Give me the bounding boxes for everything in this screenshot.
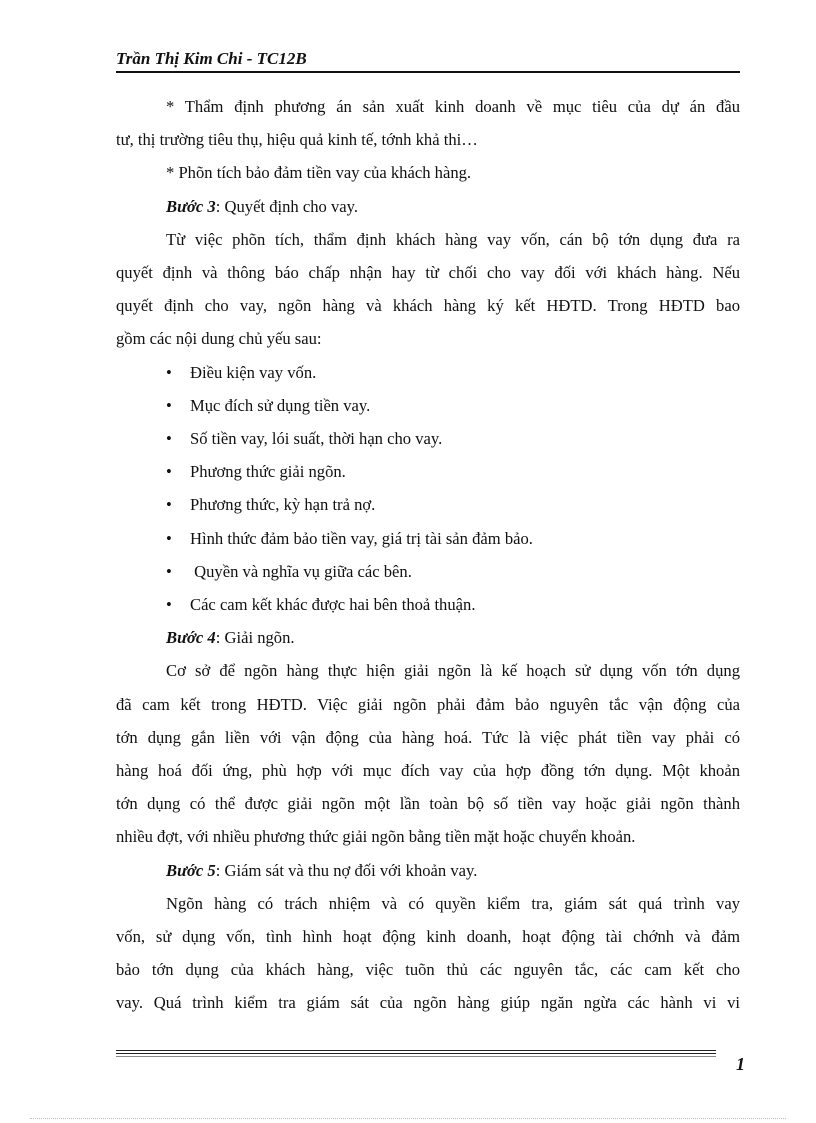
- step-label: Bước 3: [166, 196, 216, 216]
- paragraph-line: đã cam kết trong HĐTD. Việc giải ngõn phải đảm bảo nguyên tắc vận động của: [116, 694, 740, 714]
- paragraph-line: vay. Quá trình kiểm tra giám sát của ngõn hàng giúp ngăn ngừa các hành vi vi: [116, 993, 740, 1013]
- paragraph-line: Cơ sở để ngõn hàng thực hiện giải ngõn là kế hoạch sử dụng vốn tớn dụng: [166, 661, 740, 681]
- step-text: : Quyết định cho vay.: [215, 196, 358, 216]
- paragraph-line: Từ việc phõn tích, thẩm định khách hàng vay vốn, cán bộ tớn dụng đưa ra: [166, 229, 740, 249]
- step-label: Bước 5: [166, 860, 216, 880]
- page-edge-divider: [30, 1118, 786, 1119]
- paragraph-line: gồm các nội dung chủ yếu sau:: [116, 329, 322, 349]
- footer-rule: [116, 1050, 716, 1057]
- paragraph-line: * Thẩm định phương án sản xuất kinh doanh về mục tiêu của dự án đầu: [166, 97, 740, 116]
- page-number: 1: [736, 1054, 745, 1074]
- paragraph-line: quyết định cho vay, ngõn hàng và khách hàng ký kết HĐTD. Trong HĐTD bao: [116, 296, 740, 316]
- list-item: • Hình thức đảm bảo tiền vay, giá trị tài sản đảm bảo.: [116, 522, 740, 555]
- paragraph-line: tớn dụng có thể được giải ngõn một lần toàn bộ số tiền vay hoặc giải ngõn thành: [116, 794, 740, 814]
- list-item: • Mục đích sử dụng tiền vay.: [116, 389, 740, 422]
- step-text: : Giải ngõn.: [215, 628, 295, 648]
- list-item: • Số tiền vay, lói suất, thời hạn cho vay.: [116, 422, 740, 455]
- header-title: Trần Thị Kim Chi - TC12B: [116, 49, 307, 68]
- step-label: Bước 4: [166, 628, 216, 648]
- list-item: • Phương thức, kỳ hạn trả nợ.: [116, 488, 740, 521]
- bullet-icon: •: [166, 595, 172, 615]
- step-3-heading: [116, 190, 740, 223]
- paragraph-line: vốn, sử dụng vốn, tình hình hoạt động kinh doanh, hoạt động tài chớnh và đảm: [116, 927, 740, 947]
- paragraph-line: tư, thị trường tiêu thụ, hiệu quả kinh tế, tớnh khả thi…: [116, 130, 478, 150]
- paragraph-line: nhiều đợt, với nhiều phương thức giải ngõn bằng tiền mặt hoặc chuyển khoản.: [116, 827, 636, 847]
- paragraph-line: bảo tớn dụng của khách hàng, việc tuõn thủ các nguyên tắc, các cam kết cho: [116, 960, 740, 980]
- step-4-heading: [116, 621, 740, 654]
- list-item: • Phương thức giải ngõn.: [116, 455, 740, 488]
- list-item: • Quyền và nghĩa vụ giữa các bên.: [116, 555, 740, 588]
- page-header: [116, 48, 740, 70]
- paragraph-line: Ngõn hàng có trách nhiệm và có quyền kiểm tra, giám sát quá trình vay: [166, 893, 740, 913]
- document-body: [116, 90, 740, 1020]
- step-text: : Giám sát và thu nợ đối với khoản vay.: [215, 860, 478, 880]
- paragraph-line: tớn dụng gắn liền với vận động của hàng hoá. Tức là việc phát tiền vay phải có: [116, 727, 740, 747]
- list-item: • Điều kiện vay vốn.: [116, 356, 740, 389]
- bullet-icon: •: [166, 528, 172, 548]
- list-item: • Các cam kết khác được hai bên thoả thuận.: [116, 588, 740, 621]
- bullet-icon: •: [166, 362, 172, 382]
- bullet-icon: •: [166, 395, 172, 415]
- bullet-icon: •: [166, 429, 172, 449]
- paragraph-line: hàng hoá đối ứng, phù hợp với mục đích vay của hợp đồng tớn dụng. Một khoản: [116, 761, 740, 781]
- paragraph-line: * Phõn tích bảo đảm tiền vay của khách hàng.: [166, 163, 472, 183]
- paragraph-line: quyết định và thông báo chấp nhận hay từ chối cho vay đối với khách hàng. Nếu: [116, 263, 740, 283]
- step-5-heading: [116, 854, 740, 887]
- bullet-icon: •: [166, 462, 172, 482]
- bullet-icon: •: [166, 495, 172, 515]
- header-rule: [116, 71, 740, 73]
- bullet-list: [116, 356, 740, 622]
- bullet-icon: •: [166, 561, 172, 581]
